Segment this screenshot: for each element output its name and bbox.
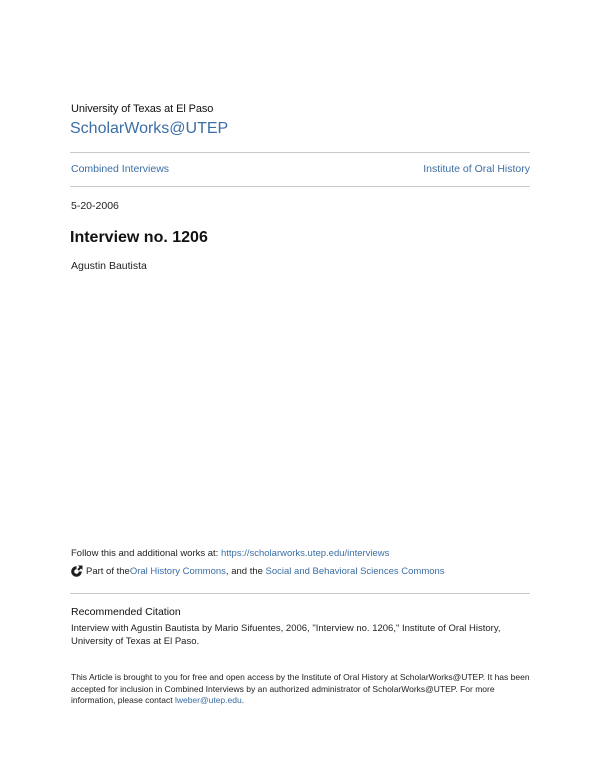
citation-divider (70, 593, 530, 594)
access-notice (71, 672, 531, 707)
part-of-line (70, 565, 445, 578)
collection-link[interactable]: Combined Interviews (71, 163, 170, 175)
publication-date: 5-20-2006 (71, 200, 119, 212)
collection-url-link[interactable]: https://scholarworks.utep.edu/interviews (220, 548, 390, 559)
document-author: Agustin Bautista (71, 260, 147, 272)
notice-end: . (241, 695, 245, 705)
part-of-conjunction: , and the (225, 566, 266, 577)
part-of-prefix: Part of the (86, 566, 130, 577)
notice-text: This Article is brought to you for free and open access by the Institute of Oral History at ScholarWorks@UTEP. It has been accepted for inclusion in Combined Interviews by an authorized administrator of ScholarWorks@UTEP. For more information, please contact (71, 672, 530, 705)
institution-name: University of Texas at El Paso (71, 103, 214, 115)
contact-email-link[interactable]: lweber@utep.edu (174, 695, 242, 705)
social-behavioral-commons-link[interactable]: Social and Behavioral Sciences Commons (265, 566, 445, 577)
bepress-commons-icon (70, 565, 83, 578)
recommended-citation-heading: Recommended Citation (71, 606, 181, 618)
nav-divider (70, 186, 530, 187)
follow-line (71, 548, 389, 559)
header-divider (70, 152, 530, 153)
site-name-link[interactable]: ScholarWorks@UTEP (70, 120, 229, 137)
follow-label: Follow this and additional works at: (71, 548, 221, 559)
oral-history-commons-link[interactable]: Oral History Commons (129, 566, 226, 577)
document-title: Interview no. 1206 (70, 229, 208, 246)
citation-text: Interview with Agustin Bautista by Mario Sifuentes, 2006, "Interview no. 1206," Institute of Oral History, University of Texas at El Paso. (71, 623, 501, 647)
institute-link[interactable]: Institute of Oral History (423, 163, 530, 175)
